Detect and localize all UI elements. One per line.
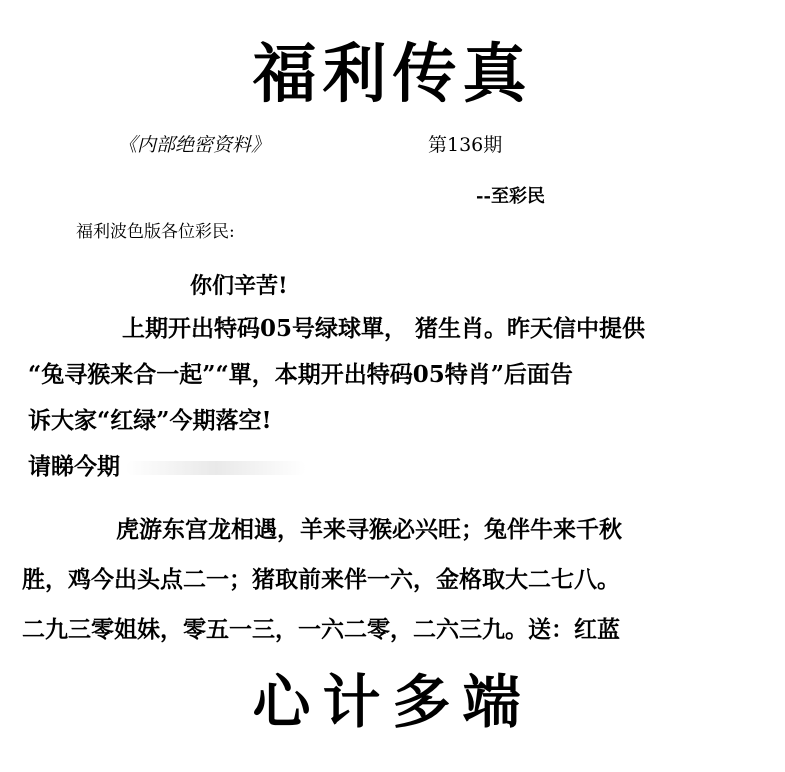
source-label: 《内部绝密资料》 (118, 134, 271, 156)
greeting-line: 福利波色版各位彩民: (76, 222, 235, 242)
footer-title: 心计多端 (252, 668, 533, 736)
poem-line: 二九三零姐妹，零五一三，一六二零，二六三九。送：红蓝 (22, 616, 620, 643)
letter-line: “兔寻猴来合一起”“單，本期开出特码05特肖”后面告 (28, 361, 573, 388)
thanks-line: 你们辛苦! (190, 273, 288, 299)
poem-line: 胜，鸡今出头点二一；猪取前来伴一六，金格取大二七八。 (22, 566, 620, 593)
letter-body (28, 306, 768, 490)
redaction-blur (126, 461, 306, 475)
poem-body (22, 505, 772, 655)
poem-line: 虎游东宫龙相遇，羊来寻猴必兴旺；兔伴牛来千秋 (116, 516, 622, 543)
document-title: 福利传真 (252, 37, 533, 112)
letter-line: 请睇今期 (28, 453, 120, 480)
letter-line: 诉大家“红绿”今期落空! (28, 407, 272, 434)
letter-line-with-redaction (28, 444, 768, 490)
letter-line: 上期开出特码05号绿球單， 猪生肖。昨天信中提供 (122, 315, 646, 342)
issue-label: 第136期 (428, 134, 503, 156)
author-line: --至彩民 (476, 186, 545, 207)
